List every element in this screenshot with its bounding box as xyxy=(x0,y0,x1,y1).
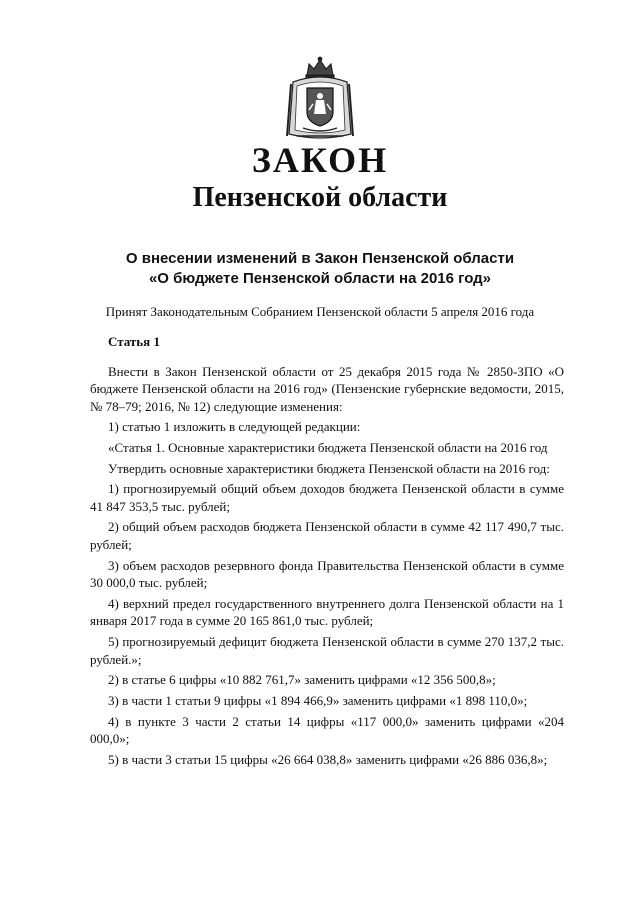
article-paragraph: Утвердить основные характеристики бюджета Пензенской области на 2016 год: xyxy=(108,460,550,476)
article-paragraph: 2) общий объем расходов бюджета Пензенской области в сумме 42 117 490,7 тыс. рублей; xyxy=(90,519,564,552)
subject-line-1: О внесении изменений в Закон Пензенской области xyxy=(125,250,515,267)
penza-coat-of-arms-icon xyxy=(283,56,357,142)
article-body xyxy=(90,333,564,771)
region-title: Пензенской области xyxy=(192,182,448,213)
subject-line-2: «О бюджете Пензенской области на 2016 год» xyxy=(148,270,492,287)
adoption-note: Принят Законодательным Собранием Пензенской области 5 апреля 2016 года xyxy=(105,304,535,319)
article-paragraph: 3) в части 1 статьи 9 цифры «1 894 466,9» заменить цифрами «1 898 110,0»; xyxy=(108,692,528,708)
article-heading: Статья 1 xyxy=(108,334,160,349)
article-paragraph: 5) прогнозируемый дефицит бюджета Пензенской области в сумме 270 137,2 тыс. рублей.»; xyxy=(90,634,564,667)
law-subject xyxy=(0,249,640,289)
law-title: ЗАКОН xyxy=(251,140,389,180)
article-paragraph: 1) прогнозируемый общий объем доходов бюджета Пензенской области в сумме 41 847 353,5 тыс. рублей; xyxy=(90,481,564,514)
article-paragraph: 1) статью 1 изложить в следующей редакции: xyxy=(108,419,361,435)
article-paragraph: 3) объем расходов резервного фонда Правительства Пензенской области в сумме 30 000,0 тыс. рублей; xyxy=(90,557,564,591)
article-paragraph: 2) в статье 6 цифры «10 882 761,7» заменить цифрами «12 356 500,8»; xyxy=(108,672,496,688)
article-paragraph: «Статья 1. Основные характеристики бюджета Пензенской области на 2016 год xyxy=(108,439,548,455)
article-paragraph: 4) в пункте 3 части 2 статьи 14 цифры «117 000,0» заменить цифрами «204 000,0»; xyxy=(90,713,564,747)
article-paragraph: 5) в части 3 статьи 15 цифры «26 664 038,8» заменить цифрами «26 886 036,8»; xyxy=(108,751,548,767)
article-paragraph: 4) верхний предел государственного внутреннего долга Пензенской области на 1 января 2017 года в сумме 20 165 861,0 тыс. рублей; xyxy=(90,595,564,629)
article-paragraph: Внести в Закон Пензенской области от 25 декабря 2015 года № 2850-ЗПО «О бюджете Пензенской области на 2016 год» (Пензенские губернские ведомости, 2015, № 78–79; 2016, № 12) следующие изменения: xyxy=(90,363,564,414)
